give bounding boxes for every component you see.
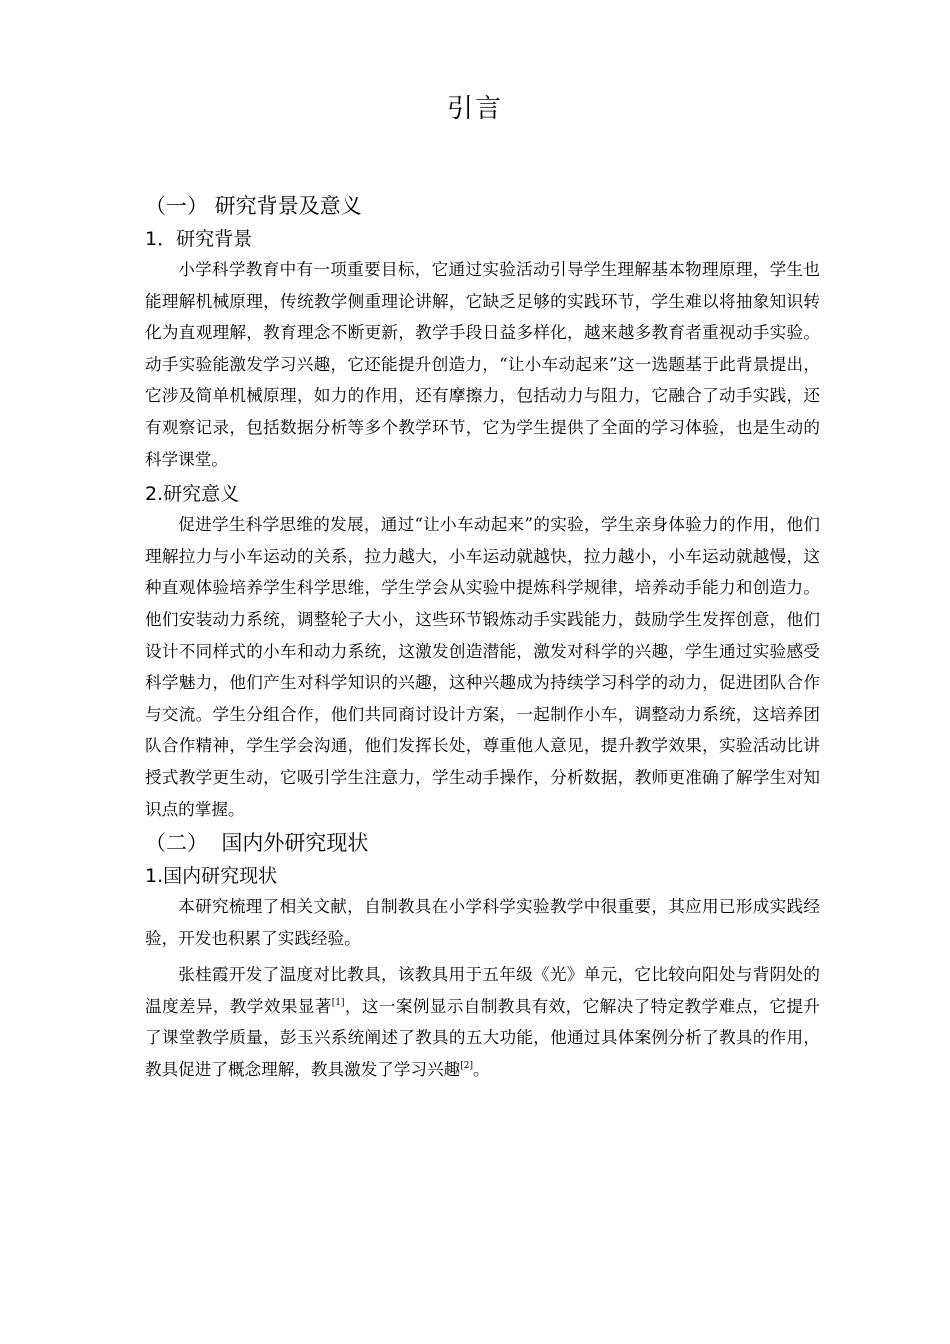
section-heading-background: （一） 研究背景及意义: [145, 194, 362, 218]
paragraph-significance: 促进学生科学思维的发展，通过“让小车动起来”的实验，学生亲身体验力的作用，他们理解拉力与小车运动的关系，拉力越大，小车运动就越快，拉力越小，小车运动就越慢，这种直观体验培养学生科学思维，学生学会从实验中提炼科学规律，培养动手能力和创造力。他们安装动力系统，调整轮子大小，这些环节锻炼动手实践能力，鼓励学生发挥创意，他们设计不同样式的小车和动力系统，这激发创造潜能，激发对科学的兴趣，学生通过实验感受科学魅力，他们产生对科学知识的兴趣，这种兴趣成为持续学习科学的动力，促进团队合作与交流。学生分组合作，他们共同商讨设计方案，一起制作小车，调整动力系统，这培养团队合作精神，学生学会沟通，他们发挥长处，尊重他人意见，提升教学效果，实验活动比讲授式教学更生动，它吸引学生注意力，学生动手操作，分析数据，教师更准确了解学生对知识点的掌握。: [145, 515, 820, 819]
subsection-heading-significance: 2.研究意义: [145, 483, 240, 506]
page-title: 引言: [446, 94, 503, 124]
subsection-heading-domestic-status: 1.国内研究现状: [145, 865, 278, 888]
paragraph-domestic-1: 本研究梳理了相关文献，自制教具在小学科学实验教学中很重要，其应用已形成实践经验，开发也积累了实践经验。: [145, 897, 820, 948]
paragraph-domestic-2: [145, 959, 820, 1085]
subsection-heading-background: 1．研究背景: [145, 228, 253, 250]
citation-ref-1: [1]: [331, 997, 345, 1008]
paragraph-domestic-2-part-a: 张桂霞开发了温度对比教具，该教具用于五年级《光》单元，它比较向阳处与背阴处的温度差异，教学效果显著: [145, 965, 820, 1016]
paragraph-domestic-2-part-c: 。: [473, 1060, 490, 1080]
document-body: [145, 188, 820, 1086]
citation-ref-2: [2]: [460, 1061, 474, 1072]
section-heading-research-status: （二） 国内外研究现状: [145, 831, 369, 856]
paragraph-domestic-2-part-b: ，这一案例显示自制教具有效，它解决了特定教学难点，它提升了课堂教学质量，彭玉兴系统阐述了教具的五大功能，他通过具体案例分析了教具的作用，教具促进了概念理解，教具激发了学习兴趣: [145, 996, 821, 1080]
paragraph-background: 小学科学教育中有一项重要目标，它通过实验活动引导学生理解基本物理原理，学生也能理解机械原理，传统教学侧重理论讲解，它缺乏足够的实践环节，学生难以将抽象知识转化为直观理解，教育理念不断更新，教学手段日益多样化，越来越多教育者重视动手实验。动手实验能激发学习兴趣，它还能提升创造力，“让小车动起来”这一选题基于此背景提出，它涉及简单机械原理，如力的作用，还有摩擦力，包括动力与阻力，它融合了动手实践，还有观察记录，包括数据分析等多个教学环节，它为学生提供了全面的学习体验，也是生动的科学课堂。: [145, 260, 820, 469]
